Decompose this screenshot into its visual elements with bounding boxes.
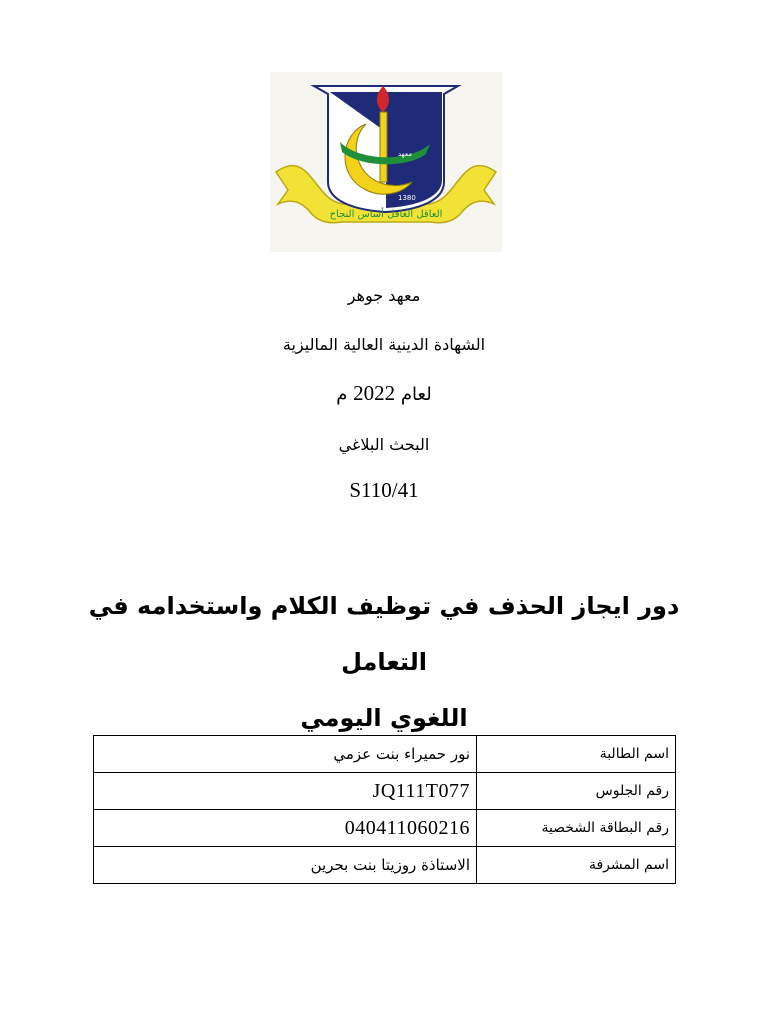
student-name-value: نور حميراء بنت عزمي xyxy=(94,736,477,773)
table-row xyxy=(94,736,676,773)
svg-text:العاقل الغافل أساس النجاح: العاقل الغافل أساس النجاح xyxy=(329,209,443,220)
svg-text:1380: 1380 xyxy=(398,194,416,202)
seat-number-label: رقم الجلوس xyxy=(477,773,676,810)
institute-emblem-icon xyxy=(270,72,502,252)
year-number: 2022 xyxy=(353,381,396,405)
institute-logo xyxy=(270,72,502,252)
institute-name: معهد جوهر xyxy=(347,286,421,305)
research-type: البحث البلاغي xyxy=(338,435,430,454)
seat-number-value: JQ111T077 xyxy=(94,773,477,810)
academic-year xyxy=(0,381,768,406)
year-suffix: م xyxy=(336,384,348,405)
table-row xyxy=(94,847,676,884)
year-prefix: لعام xyxy=(400,384,432,405)
id-card-value: 040411060216 xyxy=(94,810,477,847)
certificate-name: الشهادة الدينية العالية الماليزية xyxy=(282,335,486,354)
table-row xyxy=(94,773,676,810)
svg-text:معهد: معهد xyxy=(398,150,413,158)
student-info-table xyxy=(93,735,676,884)
id-card-label: رقم البطاقة الشخصية xyxy=(477,810,676,847)
student-name-label: اسم الطالبة xyxy=(477,736,676,773)
research-code: S110/41 xyxy=(349,478,419,502)
table-row xyxy=(94,810,676,847)
svg-text:1980: 1980 xyxy=(356,194,374,202)
research-title xyxy=(80,578,688,746)
supervisor-value: الاستاذة روزيتا بنت بحرين xyxy=(94,847,477,884)
title-line-2: اللغوي اليومي xyxy=(300,704,468,732)
title-line-1: دور ايجاز الحذف في توظيف الكلام واستخدامه في التعامل xyxy=(88,592,680,676)
supervisor-label: اسم المشرفة xyxy=(477,847,676,884)
